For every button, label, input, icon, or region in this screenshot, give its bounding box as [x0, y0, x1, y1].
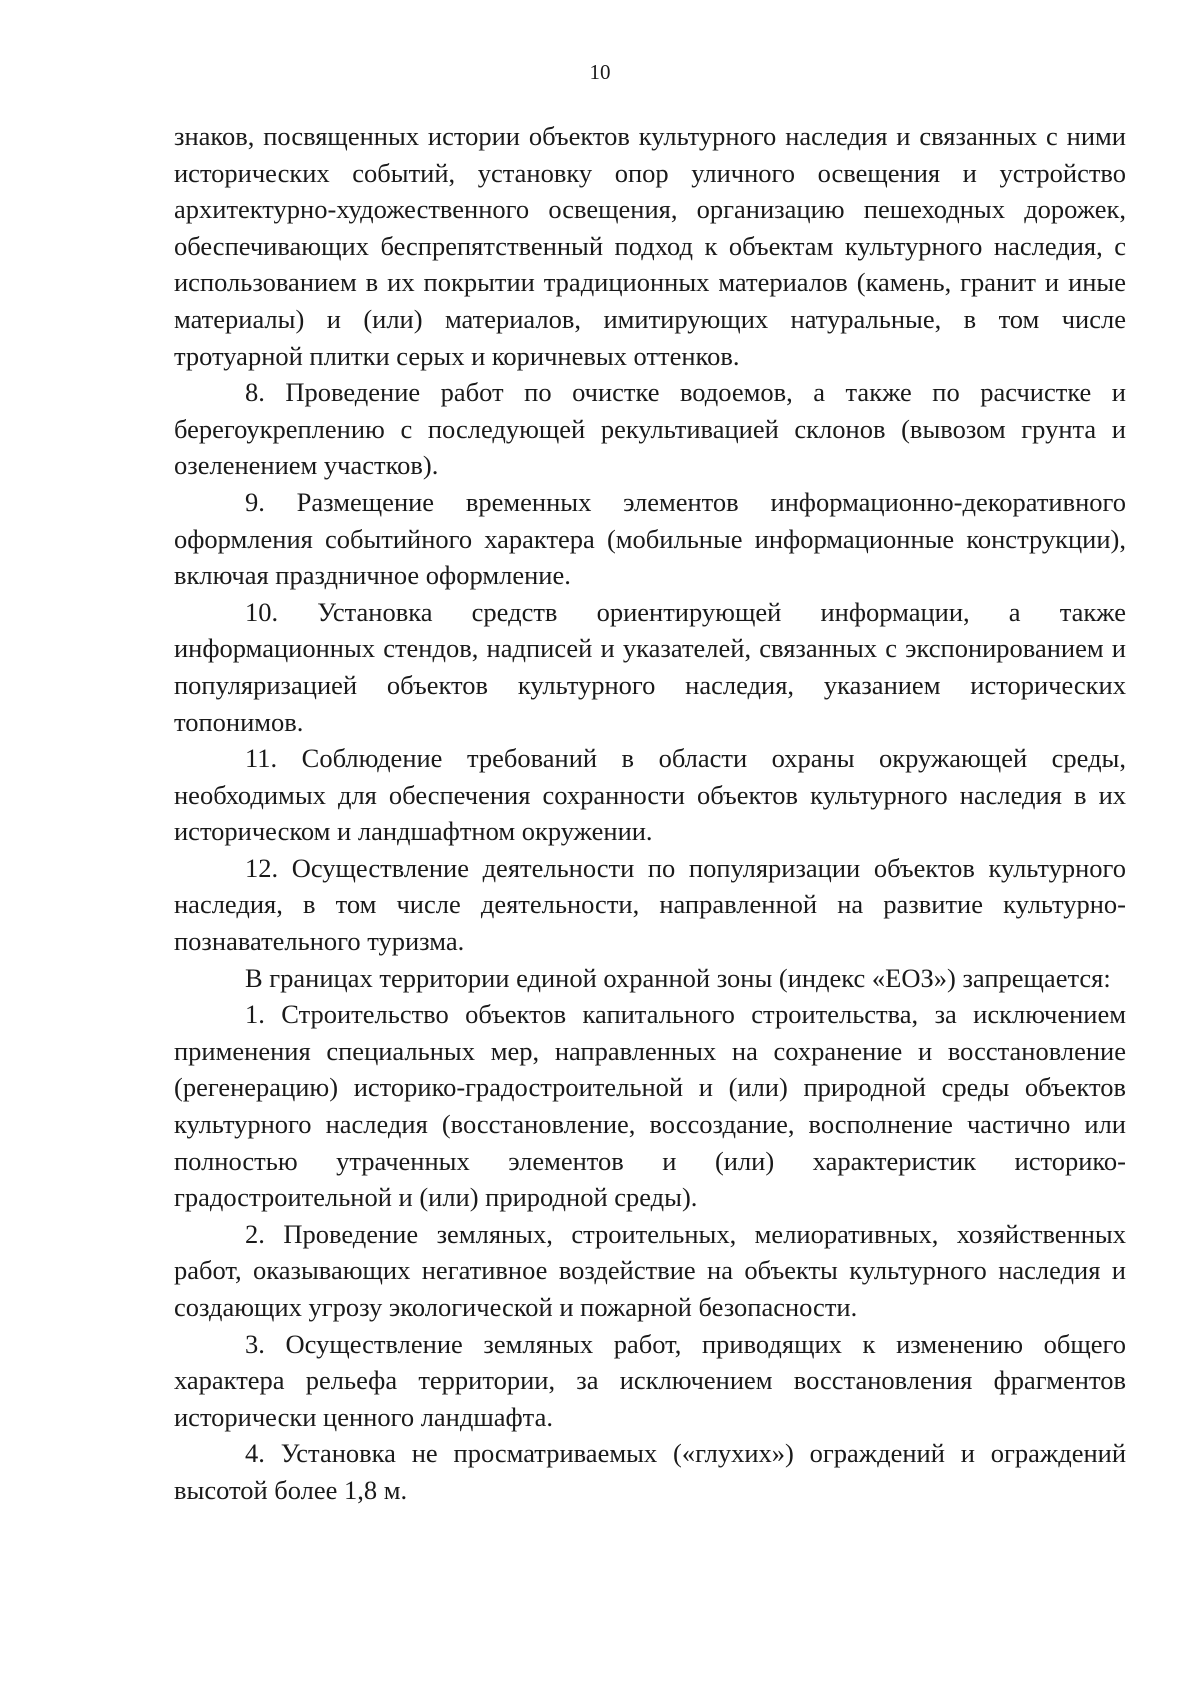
paragraph-item-9: 9. Размещение временных элементов информационно-декоративного оформления событийного характера (мобильные информационные конструкции), включая праздничное оформление.	[174, 486, 1126, 591]
paragraph-continuation: знаков, посвященных истории объектов культурного наследия и связанных с ними исторических событий, установку опор уличного освещения и устройство архитектурно-художественного освещения, организацию пешеходных дорожек, обеспечивающих беспрепятственный подход к объектам культурного наследия, с использованием в их покрытии традиционных материалов (камень, гранит и иные материалы) и (или) материалов, имитирующих натуральные, в том числе тротуарной плитки серых и коричневых оттенков.	[174, 121, 1126, 371]
paragraph-prohibitions-heading: В границах территории единой охранной зоны (индекс «ЕОЗ») запрещается:	[245, 962, 1111, 993]
document-body	[174, 118, 1126, 1509]
paragraph-item-8: 8. Проведение работ по очистке водоемов, а также по расчистке и берегоукреплению с последующей рекультивацией склонов (вывозом грунта и озеленением участков).	[174, 377, 1126, 481]
paragraph-prohibition-4: 4. Установка не просматриваемых («глухих») ограждений и ограждений высотой более 1,8 м.	[174, 1438, 1126, 1505]
paragraph-item-10: 10. Установка средств ориентирующей информации, а также информационных стендов, надписей и указателей, связанных с экспонированием и популяризацией объектов культурного наследия, указанием исторических топонимов.	[174, 596, 1126, 737]
paragraph-prohibition-2: 2. Проведение земляных, строительных, мелиоративных, хозяйственных работ, оказывающих негативное воздействие на объекты культурного наследия и создающих угрозу экологической и пожарной безопасности.	[174, 1218, 1126, 1322]
paragraph-prohibition-3: 3. Осуществление земляных работ, приводящих к изменению общего характера рельефа территории, за исключением восстановления фрагментов исторически ценного ландшафта.	[174, 1328, 1126, 1432]
paragraph-prohibition-1: 1. Строительство объектов капитального строительства, за исключением применения специальных мер, направленных на сохранение и восстановление (регенерацию) историко-градостроительной и (или) природной среды объектов культурного наследия (восстановление, воссоздание, восполнение частично или полностью утраченных элементов и (или) характеристик историко-градостроительной и (или) природной среды).	[174, 999, 1126, 1213]
paragraph-item-12: 12. Осуществление деятельности по популяризации объектов культурного наследия, в том числе деятельности, направленной на развитие культурно-познавательного туризма.	[174, 852, 1126, 957]
paragraph-item-11: 11. Соблюдение требований в области охраны окружающей среды, необходимых для обеспечения сохранности объектов культурного наследия в их историческом и ландшафтном окружении.	[174, 743, 1126, 847]
page-number: 10	[589, 60, 611, 84]
